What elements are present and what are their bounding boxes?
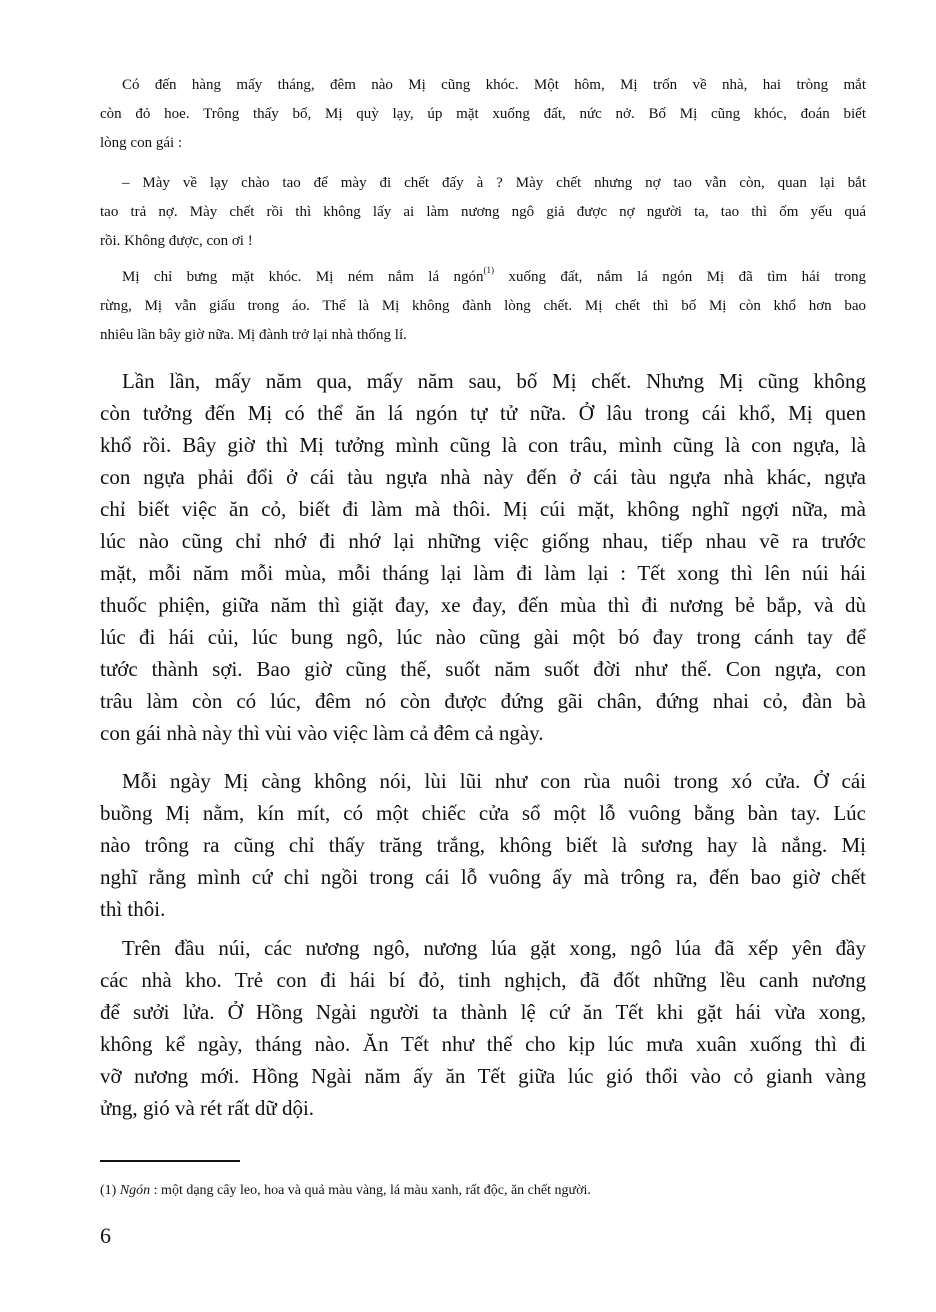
text-line: nào trông ra cũng chỉ thấy trăng trắng, không biết là sương hay là nắng. Mị bbox=[100, 833, 866, 857]
footnote-term: Ngón bbox=[119, 1183, 151, 1198]
body-paragraph-3 bbox=[100, 932, 866, 1124]
text-line: còn đỏ hoe. Trông thấy bố, Mị quỳ lạy, úp mặt xuống đất, nức nở. Bố Mị cũng khóc, đoán biết bbox=[100, 106, 866, 122]
text-line: nhiêu lần bây giờ nữa. Mị đành trở lại nhà thống lí. bbox=[100, 327, 407, 343]
text-line: để sưởi lửa. Ở Hồng Ngài người ta thành lệ cứ ăn Tết khi gặt hái vừa xong, bbox=[100, 1000, 866, 1024]
quote-paragraph-dialogue bbox=[100, 169, 866, 256]
footnote-ref[interactable]: (1) bbox=[483, 265, 495, 275]
text-line: rồi. Không được, con ơi ! bbox=[100, 233, 253, 249]
text-line: lúc nào cũng chỉ nhớ đi nhớ lại những việc giống nhau, tiếp nhau vẽ ra trước bbox=[100, 529, 866, 553]
text-line: Có đến hàng mấy tháng, đêm nào Mị cũng khóc. Một hôm, Mị trốn về nhà, hai tròng mắt bbox=[122, 77, 866, 93]
text-line: con gái nhà này thì vùi vào việc làm cả đêm cả ngày. bbox=[100, 721, 544, 745]
quote-paragraph-3 bbox=[100, 263, 866, 350]
text-line: khổ rồi. Bây giờ thì Mị tưởng mình cũng là con trâu, mình cũng là con ngựa, là bbox=[100, 433, 866, 457]
text-line: con ngựa phải đổi ở cái tàu ngựa nhà này đến ở cái tàu ngựa nhà khác, ngựa bbox=[100, 465, 866, 489]
text-line: buồng Mị nằm, kín mít, có một chiếc cửa sổ một lỗ vuông bằng bàn tay. Lúc bbox=[100, 801, 866, 825]
text-line: thì thôi. bbox=[100, 897, 166, 921]
text-line: Mỗi ngày Mị càng không nói, lùi lũi như con rùa nuôi trong xó cửa. Ở cái bbox=[122, 769, 866, 793]
text-line: chỉ biết việc ăn cỏ, biết đi làm mà thôi. Mị cúi mặt, không nghĩ ngợi nữa, mà bbox=[100, 497, 866, 521]
text-line: các nhà kho. Trẻ con đi hái bí đỏ, tinh nghịch, đã đốt những lều canh nương bbox=[100, 968, 866, 992]
text-line: ửng, gió và rét rất dữ dội. bbox=[100, 1096, 315, 1120]
body-paragraph-1 bbox=[100, 365, 866, 749]
text-line: trâu làm còn có lúc, đêm nó còn được đứng gãi chân, đứng nhai cỏ, đàn bà bbox=[100, 689, 866, 713]
text-line: mặt, mỗi năm mỗi mùa, mỗi tháng lại làm đi làm lại : Tết xong thì lên núi hái bbox=[100, 561, 866, 585]
footnote-divider bbox=[100, 1160, 240, 1162]
text-line: thuốc phiện, giữa năm thì giặt đay, xe đay, đến mùa thì đi nương bẻ bắp, và dù bbox=[100, 593, 866, 617]
text-line: rừng, Mị vẫn giấu trong áo. Thế là Mị không đành lòng chết. Mị chết thì bố Mị còn khổ hơn bao bbox=[100, 298, 866, 314]
text-line: lúc đi hái củi, lúc bung ngô, lúc nào cũng gài một bó đay trong cánh tay để bbox=[100, 625, 866, 649]
text-line: – Mày về lạy chào tao để mày đi chết đấy à ? Mày chết nhưng nợ tao vẫn còn, quan lại bắt bbox=[122, 175, 866, 191]
quote-paragraph-1 bbox=[100, 71, 866, 158]
body-paragraph-2 bbox=[100, 765, 866, 925]
text-line: không kể ngày, tháng nào. Ăn Tết như thế cho kịp lúc mưa xuân xuống thì đi bbox=[100, 1032, 866, 1056]
text-line: Trên đầu núi, các nương ngô, nương lúa gặt xong, ngô lúa đã xếp yên đầy bbox=[122, 936, 866, 960]
text-line: tước thành sợi. Bao giờ cũng thế, suốt năm suốt đời như thế. Con ngựa, con bbox=[100, 657, 866, 681]
text-line: Mị chỉ bưng mặt khóc. Mị ném nắm lá ngón$^{(1)}$ xuống đất, nắm lá ngón Mị đã tìm hái trong bbox=[122, 265, 866, 285]
footnote: (1) Ngón : một dạng cây leo, hoa và quả màu vàng, lá màu xanh, rất độc, ăn chết người. bbox=[100, 1183, 591, 1198]
text-line: nghĩ rằng mình cứ chỉ ngồi trong cái lỗ vuông ấy mà trông ra, đến bao giờ chết bbox=[100, 865, 866, 889]
text-line: lòng con gái : bbox=[100, 135, 183, 151]
page-number: 6 bbox=[100, 1223, 111, 1248]
text-line: vỡ nương mới. Hồng Ngài năm ấy ăn Tết giữa lúc gió thổi vào cỏ gianh vàng bbox=[100, 1064, 866, 1088]
text-line: tao trả nợ. Mày chết rồi thì không lấy ai làm nương ngô giả được nợ người ta, tao thì ốm yếu quá bbox=[100, 204, 866, 220]
text-line: còn tưởng đến Mị có thể ăn lá ngón tự tử nữa. Ở lâu trong cái khổ, Mị quen bbox=[100, 401, 866, 425]
text-line: Lần lần, mấy năm qua, mấy năm sau, bố Mị chết. Nhưng Mị cũng không bbox=[122, 369, 866, 393]
